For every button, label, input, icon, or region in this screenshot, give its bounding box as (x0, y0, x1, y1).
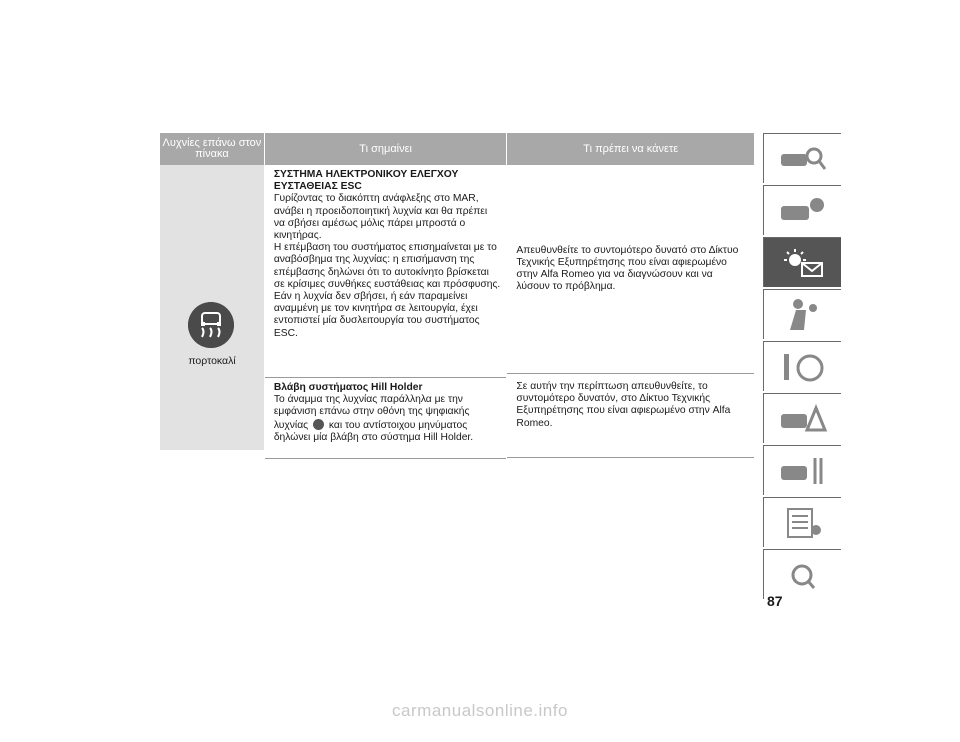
tab-car-search[interactable] (763, 133, 841, 183)
header-meaning: Τι σημαίνει (265, 133, 507, 165)
warning-light-table (160, 133, 754, 459)
warning-light-envelope-icon (778, 246, 828, 280)
tab-maintenance[interactable] (763, 445, 841, 495)
tab-warning-lights[interactable] (763, 237, 841, 287)
lamp-column (160, 165, 264, 450)
esc-warning-icon (188, 302, 234, 348)
row2-meaning (265, 378, 507, 459)
row1-action: Απευθυνθείτε το συντομότερο δυνατό στο Δίκτυο Τεχνικής Εξυπηρέτησης που είναι αφιερωμένο στην Alfa Romeo για να διαγνώσουν και να λύσουν το πρόβλημα. (516, 244, 739, 293)
row2-action-cell (507, 374, 754, 458)
steering-wheel-icon (778, 350, 828, 384)
car-search-icon (778, 142, 828, 176)
header-action: Τι πρέπει να κάνετε (507, 133, 754, 165)
hill-holder-icon (313, 419, 324, 430)
car-tools-icon (778, 454, 828, 488)
row2-text-before: Το άναμμα της λυχνίας παράλληλα με την εμφάνιση επάνω στην οθόνη της ψηφιακής λυχνίας (273, 394, 470, 431)
row1-text1: Γυρίζοντας το διακόπτη ανάφλεξης στο MAR, ανάβει η προειδοποιητική λυχνία και θα πρέπει να σβήσει αμέσως μόλις πάρει μπροστά ο κινητήρας. (273, 193, 488, 242)
tab-safety[interactable] (763, 289, 841, 339)
specifications-list-icon (778, 506, 828, 540)
action-column (507, 165, 754, 459)
row2-action: Σε αυτήν την περίπτωση απευθυνθείτε, το συντομότερο δυνατόν, στο Δίκτυο Τεχνικής Εξυπηρέτησης που είναι αφιερωμένο στην Alfa Romeo. (516, 381, 731, 429)
row1-action-cell (507, 165, 754, 374)
passenger-safety-icon (778, 298, 828, 332)
lamp-color-label: πορτοκαλί (188, 355, 236, 367)
tab-driving[interactable] (763, 341, 841, 391)
table-header (160, 133, 754, 165)
page-number: 87 (767, 593, 783, 609)
row1-text3: Εάν η λυχνία δεν σβήσει, ή εάν παραμείνει αναμμένη με τον κινητήρα σε λειτουργία, έχει εντοπιστεί μία δυσλειτουργία του συστήματος ESC. (273, 291, 480, 339)
breakdown-icon (778, 402, 828, 436)
header-lamps: Λυχνίες επάνω στον πίνακα (160, 133, 264, 165)
car-info-icon (778, 194, 828, 228)
row1-meaning (265, 165, 507, 378)
meaning-column (265, 165, 507, 459)
watermark: carmanualsonline.info (392, 701, 568, 720)
row1-title: ΣΥΣΤΗΜΑ ΗΛΕΚΤΡΟΝΙΚΟΥ ΕΛΕΓΧΟΥ ΕΥΣΤΑΘΕΙΑΣ ESC (273, 169, 459, 193)
row2-title: Βλάβη συστήματος Hill Holder (273, 382, 423, 393)
tab-specifications[interactable] (763, 497, 841, 547)
index-abcd-icon (778, 558, 828, 592)
row2-text-after: και του αντίστοιχου μηνύματος δηλώνει μία βλάβη στο σύστημα Hill Holder. (273, 419, 474, 443)
chapter-tabs (763, 133, 841, 601)
tab-car-info[interactable] (763, 185, 841, 235)
tab-index[interactable] (763, 549, 841, 599)
tab-emergency[interactable] (763, 393, 841, 443)
row1-text2: Η επέμβαση του συστήματος επισημαίνεται με το αναβόσβημα της λυχνίας: η επισήμανση της επέμβασης δηλώνει ότι το αυτοκίνητο βρίσκεται σε κρίσιμες συνθήκες ευστάθειας και πρόσφυσης. (273, 242, 501, 290)
